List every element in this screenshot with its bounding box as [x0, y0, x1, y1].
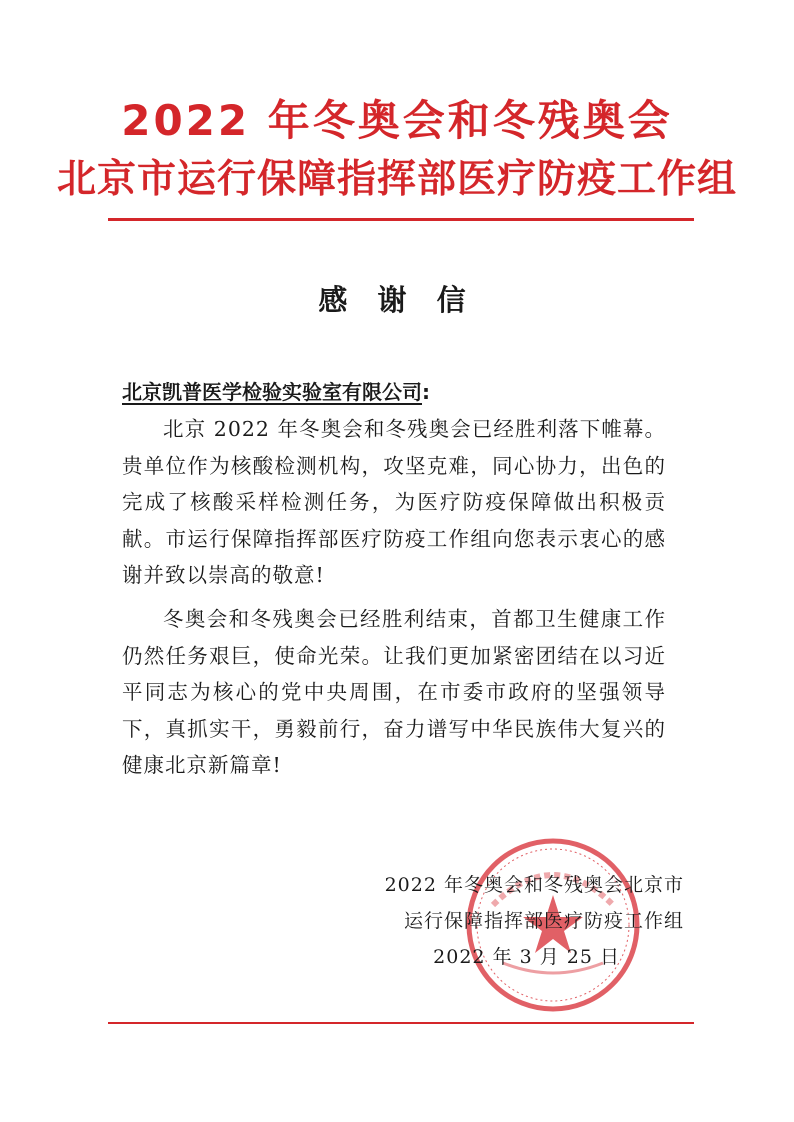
letterhead-line-2: 北京市运行保障指挥部医疗防疫工作组	[56, 157, 737, 202]
signature-org-line-1: 2022 年冬奥会和冬残奥会北京市	[384, 874, 684, 896]
recipient-name: 北京凯普医学检验实验室有限公司	[122, 380, 422, 404]
recipient-colon: :	[422, 380, 430, 404]
footer-divider	[108, 1022, 694, 1024]
paragraph-text: 冬奥会和冬残奥会已经胜利结束，首都卫生健康工作仍然任务艰巨，使命光荣。让我们更加紧密团结在以习近平同志为核心的党中央周围，在市委市政府的坚强领导下，真抓实干，勇毅前行，奋力谱写中华民族伟大复兴的健康北京新篇章!	[122, 607, 666, 777]
letterhead-line-1: 2022 年冬奥会和冬残奥会	[121, 96, 673, 145]
signature-date: 2022 年 3 月 25 日	[433, 946, 620, 968]
letter-title: 感 谢 信	[318, 283, 476, 317]
signature-org-line-2: 运行保障指挥部医疗防疫工作组	[403, 910, 684, 932]
body-paragraph-2	[122, 601, 666, 784]
paragraph-text: 北京 2022 年冬奥会和冬残奥会已经胜利落下帷幕。贵单位作为核酸检测机构，攻坚克难，同心协力，出色的完成了核酸采样检测任务，为医疗防疫保障做出积极贡献。市运行保障指挥部医疗防疫工作组向您表示衷心的感谢并致以崇高的敬意!	[122, 417, 666, 587]
salutation	[122, 376, 430, 405]
letterhead-divider	[108, 218, 694, 221]
body-paragraph-1	[122, 411, 666, 594]
